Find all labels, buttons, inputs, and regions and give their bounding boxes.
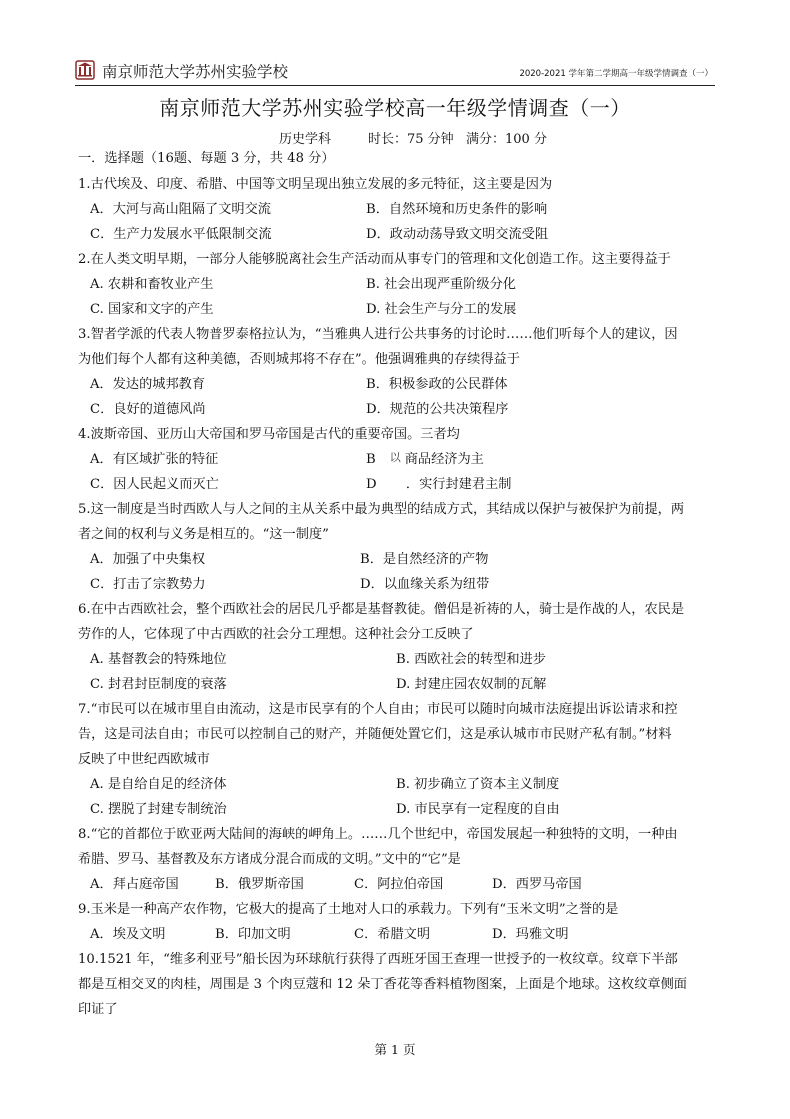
question-stem: 4.波斯帝国、亚历山大帝国和罗马帝国是古代的重要帝国。三者均 [78,427,460,442]
option-b: B．是自然经济的产物 [360,552,489,567]
duration-label: 时长：75 分钟 [368,132,454,147]
option-c: C．生产力发展水平低限制交流 [90,227,272,242]
section-heading: 一．选择题（16题、每题 3 分，共 48 分） [78,151,335,166]
option-c: C．良好的道德风尚 [90,402,206,417]
option-d: D. 市民享有一定程度的自由 [396,802,560,817]
option-c: C. 国家和文字的产生 [90,302,214,317]
question-stem-cont: 为他们每个人都有这种美德，否则城邦将不存在”。他强调雅典的存续得益于 [78,352,520,367]
question-stem: 8.“它的首都位于欧亚两大陆间的海峡的岬角上。……几个世纪中，帝国发展起一种独特的文明，一种由 [78,827,678,842]
option-d: D．以血缘关系为纽带 [360,577,490,592]
term-label: 2020-2021 学年第二学期高一年级学情调查（一） [519,69,713,79]
option-c: C. 摆脱了封建专制统治 [90,802,227,817]
option-b: B. 西欧社会的转型和进步 [396,652,546,667]
question-stem: 1.古代埃及、印度、希腊、中国等文明呈现出独立发展的多元特征，这主要是因为 [78,177,553,192]
question-stem-cont: 劳作的人，它体现了中古西欧的社会分工理想。这种社会分工反映了 [78,627,474,642]
option-b: B．印加文明 [215,927,291,942]
question-stem-cont: 告，这是司法自由；市民可以控制自己的财产，并随便处置它们，这是承认城市市民财产私有制。”材料 [78,727,672,742]
option-a: A. 农耕和畜牧业产生 [90,277,214,292]
option-a: A．拜占庭帝国 [90,877,179,892]
option-d: D．西罗马帝国 [492,877,582,892]
option-d: D．政动动荡导致文明交流受阻 [366,227,549,242]
question-stem: 2.在人类文明早期，一部分人能够脱离社会生产活动而从事专门的管理和文化创造工作。这主要得益于 [78,252,671,267]
option-d: D. 封建庄园农奴制的瓦解 [396,677,547,692]
option-a: A．加强了中央集权 [90,552,206,567]
question-stem-cont: 反映了中世纪西欧城市 [78,752,210,767]
question-stem: 5.这一制度是当时西欧人与人之间的主从关系中最为典型的结成方式，其结成以保护与被保护为前提，两 [78,502,685,517]
exam-meta [0,128,790,148]
question-stem: 10.1521 年，“维多利亚号”船长因为环球航行获得了西班牙国王查理一世授予的一枚纹章。纹章下半部 [78,952,678,967]
question-stem: 3.智者学派的代表人物普罗泰格拉认为，“当雅典人进行公共事务的讨论时……他们听每个人的建议，因 [78,327,678,342]
question-stem-cont: 都是互相交叉的肉桂，周围是 3 个肉豆蔻和 12 朵丁香花等香料植物图案，上面是个地球。这枚纹章侧面 [78,977,687,992]
question-stem: 9.玉米是一种高产农作物，它极大的提高了土地对人口的承载力。下列有“玉米文明”之誉的是 [78,902,619,917]
page-title: 南京师范大学苏州实验学校高一年级学情调查（一） [159,96,631,120]
option-a: A．发达的城邦教育 [90,377,206,392]
option-b [366,450,484,470]
option-b: B．自然环境和历史条件的影响 [366,202,548,217]
option-d: D．玛雅文明 [492,927,569,942]
option-b: B. 社会出现严重阶级分化 [366,277,516,292]
option-d: D．规范的公共决策程序 [366,402,509,417]
question-stem: 6.在中古西欧社会，整个西欧社会的居民几乎都是基督教徒。僧侣是祈祷的人，骑士是作战的人，农民是 [78,602,685,617]
option-a: A．大河与高山阻隔了文明交流 [90,202,271,217]
score-label: 满分：100 分 [466,132,547,147]
option-c: C．阿拉伯帝国 [354,877,444,892]
question-stem-cont: 印证了 [78,1002,118,1017]
option-d: D ．实行封建君主制 [366,477,512,492]
option-c: C. 封君封臣制度的衰落 [90,677,227,692]
option-c: C．因人民起义而灭亡 [90,477,219,492]
school-name: 南京师范大学苏州实验学校 [102,63,289,81]
option-a: A．有区域扩张的特征 [90,452,219,467]
option-b-stamp: 以 [389,451,401,464]
option-a: A. 是自给自足的经济体 [90,777,227,792]
option-b: B．积极参政的公民群体 [366,377,508,392]
subject-label: 历史学科 [279,132,332,147]
question-stem-cont: 者之间的权利与义务是相互的。“这一制度” [78,527,329,542]
option-b: B. 初步确立了资本主义制度 [396,777,560,792]
question-stem-cont: 希腊、罗马、基督教及东方诸成分混合而成的文明。”文中的“它”是 [78,852,461,867]
option-c: C．打击了宗教势力 [90,577,206,592]
page-header [75,57,715,86]
option-a: A. 基督教会的特殊地位 [90,652,227,667]
option-b: B．俄罗斯帝国 [215,877,304,892]
page-number: 第 1 页 [374,1042,416,1057]
option-d: D. 社会生产与分工的发展 [366,302,517,317]
option-a: A．埃及文明 [90,927,166,942]
option-b-text: 商品经济为主 [404,452,484,467]
school-emblem-icon [75,60,95,80]
question-stem: 7.“市民可以在城市里自由流动，这是市民享有的个人自由；市民可以随时向城市法庭提出诉讼请求和控 [78,702,678,717]
option-c: C．希腊文明 [354,927,431,942]
option-b-letter: B [366,452,376,467]
